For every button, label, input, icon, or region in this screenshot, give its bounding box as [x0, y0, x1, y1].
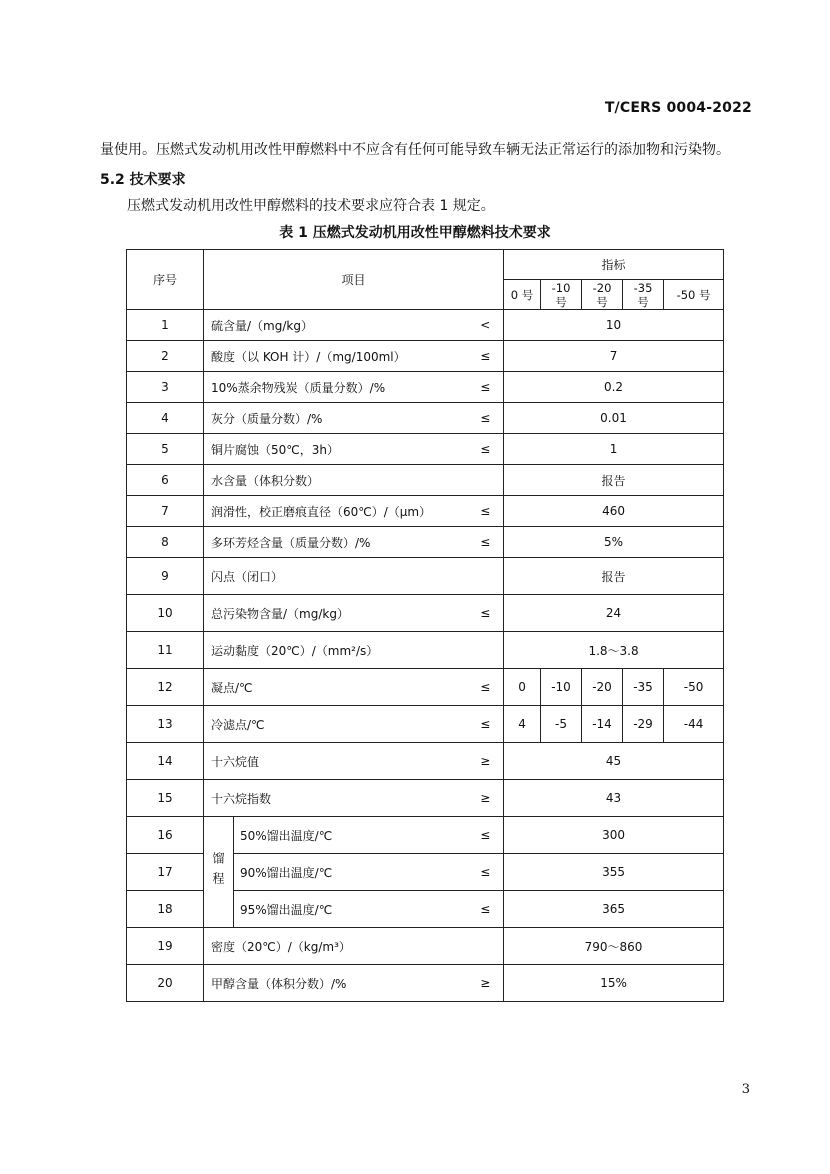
col-header-seq: 序号: [127, 250, 204, 310]
item-label: 运动黏度（20℃）/（mm²/s）: [204, 632, 504, 669]
comparison-operator: ≤: [468, 706, 504, 743]
grade-header: -35 号: [623, 280, 664, 310]
table-row: [127, 817, 724, 854]
table-row: [127, 372, 724, 403]
grade-value: -5: [541, 706, 582, 743]
distillation-group-label: 馏程: [204, 817, 234, 928]
table-header-row: [127, 250, 724, 280]
item-label: 闪点（闭口）: [204, 558, 504, 595]
spec-table: [126, 249, 724, 1002]
item-label: 十六烷指数: [204, 780, 468, 817]
index-value: 报告: [504, 465, 724, 496]
index-value: 0.01: [504, 403, 724, 434]
table-row: [127, 341, 724, 372]
row-number: 11: [127, 632, 204, 669]
table-row: [127, 965, 724, 1002]
comparison-operator: ≤: [468, 595, 504, 632]
item-label: 密度（20℃）/（kg/m³）: [204, 928, 504, 965]
index-value: 15%: [504, 965, 724, 1002]
item-label: 多环芳烃含量（质量分数）/%: [204, 527, 468, 558]
table-row: [127, 434, 724, 465]
row-number: 15: [127, 780, 204, 817]
item-label: 凝点/℃: [204, 669, 468, 706]
comparison-operator: ≤: [468, 496, 504, 527]
item-label: 甲醇含量（体积分数）/%: [204, 965, 468, 1002]
row-number: 18: [127, 891, 204, 928]
row-number: 12: [127, 669, 204, 706]
row-number: 4: [127, 403, 204, 434]
comparison-operator: <: [468, 310, 504, 341]
item-label: 润滑性，校正磨痕直径（60℃）/（μm）: [204, 496, 468, 527]
table-row: [127, 465, 724, 496]
table-caption: 表 1 压燃式发动机用改性甲醇燃料技术要求: [279, 225, 551, 241]
comparison-operator: ≤: [468, 403, 504, 434]
index-value: 报告: [504, 558, 724, 595]
grade-value: -29: [623, 706, 664, 743]
row-number: 5: [127, 434, 204, 465]
row-number: 20: [127, 965, 204, 1002]
table-row: [127, 669, 724, 706]
index-value: 24: [504, 595, 724, 632]
table-row: [127, 706, 724, 743]
grade-header: -50 号: [664, 280, 724, 310]
item-label: 50%馏出温度/℃: [234, 817, 468, 854]
row-number: 10: [127, 595, 204, 632]
table-row: [127, 595, 724, 632]
grade-value: -14: [582, 706, 623, 743]
item-label: 冷滤点/℃: [204, 706, 468, 743]
item-label: 总污染物含量/（mg/kg）: [204, 595, 468, 632]
item-label: 酸度（以 KOH 计）/（mg/100ml）: [204, 341, 468, 372]
comparison-operator: ≤: [468, 817, 504, 854]
table-row: [127, 743, 724, 780]
table-row: [127, 527, 724, 558]
comparison-operator: ≤: [468, 854, 504, 891]
comparison-operator: ≥: [468, 743, 504, 780]
item-label: 10%蒸余物残炭（质量分数）/%: [204, 372, 468, 403]
item-label: 铜片腐蚀（50℃，3h）: [204, 434, 468, 465]
comparison-operator: ≤: [468, 372, 504, 403]
comparison-operator: ≤: [468, 891, 504, 928]
item-label: 水含量（体积分数）: [204, 465, 504, 496]
col-header-index: 指标: [504, 250, 724, 280]
table-row: [127, 558, 724, 595]
row-number: 2: [127, 341, 204, 372]
row-number: 8: [127, 527, 204, 558]
index-value: 0.2: [504, 372, 724, 403]
comparison-operator: ≤: [468, 434, 504, 465]
index-value: 1.8～3.8: [504, 632, 724, 669]
page-number: 3: [741, 1082, 750, 1097]
index-value: 5%: [504, 527, 724, 558]
grade-header: -10 号: [541, 280, 582, 310]
row-number: 17: [127, 854, 204, 891]
comparison-operator: ≤: [468, 341, 504, 372]
index-value: 43: [504, 780, 724, 817]
row-number: 14: [127, 743, 204, 780]
index-value: 790～860: [504, 928, 724, 965]
col-header-item: 项目: [204, 250, 504, 310]
row-number: 16: [127, 817, 204, 854]
comparison-operator: ≤: [468, 669, 504, 706]
paragraph-requirements: 压燃式发动机用改性甲醇燃料的技术要求应符合表 1 规定。: [127, 198, 495, 214]
grade-value: 4: [504, 706, 541, 743]
table-row: [127, 403, 724, 434]
grade-value: -35: [623, 669, 664, 706]
document-code: T/CERS 0004-2022: [604, 100, 752, 116]
index-value: 1: [504, 434, 724, 465]
table-row: [127, 310, 724, 341]
grade-value: -10: [541, 669, 582, 706]
row-number: 19: [127, 928, 204, 965]
row-number: 13: [127, 706, 204, 743]
item-label: 95%馏出温度/℃: [234, 891, 468, 928]
row-number: 1: [127, 310, 204, 341]
comparison-operator: ≥: [468, 780, 504, 817]
index-value: 10: [504, 310, 724, 341]
comparison-operator: ≥: [468, 965, 504, 1002]
grade-value: -20: [582, 669, 623, 706]
grade-value: -50: [664, 669, 724, 706]
item-label: 90%馏出温度/℃: [234, 854, 468, 891]
grade-header: 0 号: [504, 280, 541, 310]
table-row: [127, 496, 724, 527]
table-row: [127, 928, 724, 965]
grade-header: -20 号: [582, 280, 623, 310]
index-value: 460: [504, 496, 724, 527]
comparison-operator: ≤: [468, 527, 504, 558]
grade-value: 0: [504, 669, 541, 706]
index-value: 45: [504, 743, 724, 780]
index-value: 355: [504, 854, 724, 891]
row-number: 6: [127, 465, 204, 496]
item-label: 灰分（质量分数）/%: [204, 403, 468, 434]
item-label: 硫含量/（mg/kg）: [204, 310, 468, 341]
paragraph-continued: 量使用。压燃式发动机用改性甲醇燃料中不应含有任何可能导致车辆无法正常运行的添加物和污染物。: [100, 142, 730, 158]
section-heading: 5.2 技术要求: [100, 172, 186, 188]
index-value: 365: [504, 891, 724, 928]
grade-value: -44: [664, 706, 724, 743]
index-value: 7: [504, 341, 724, 372]
index-value: 300: [504, 817, 724, 854]
row-number: 3: [127, 372, 204, 403]
row-number: 9: [127, 558, 204, 595]
item-label: 十六烷值: [204, 743, 468, 780]
row-number: 7: [127, 496, 204, 527]
table-row: [127, 632, 724, 669]
table-row: [127, 780, 724, 817]
